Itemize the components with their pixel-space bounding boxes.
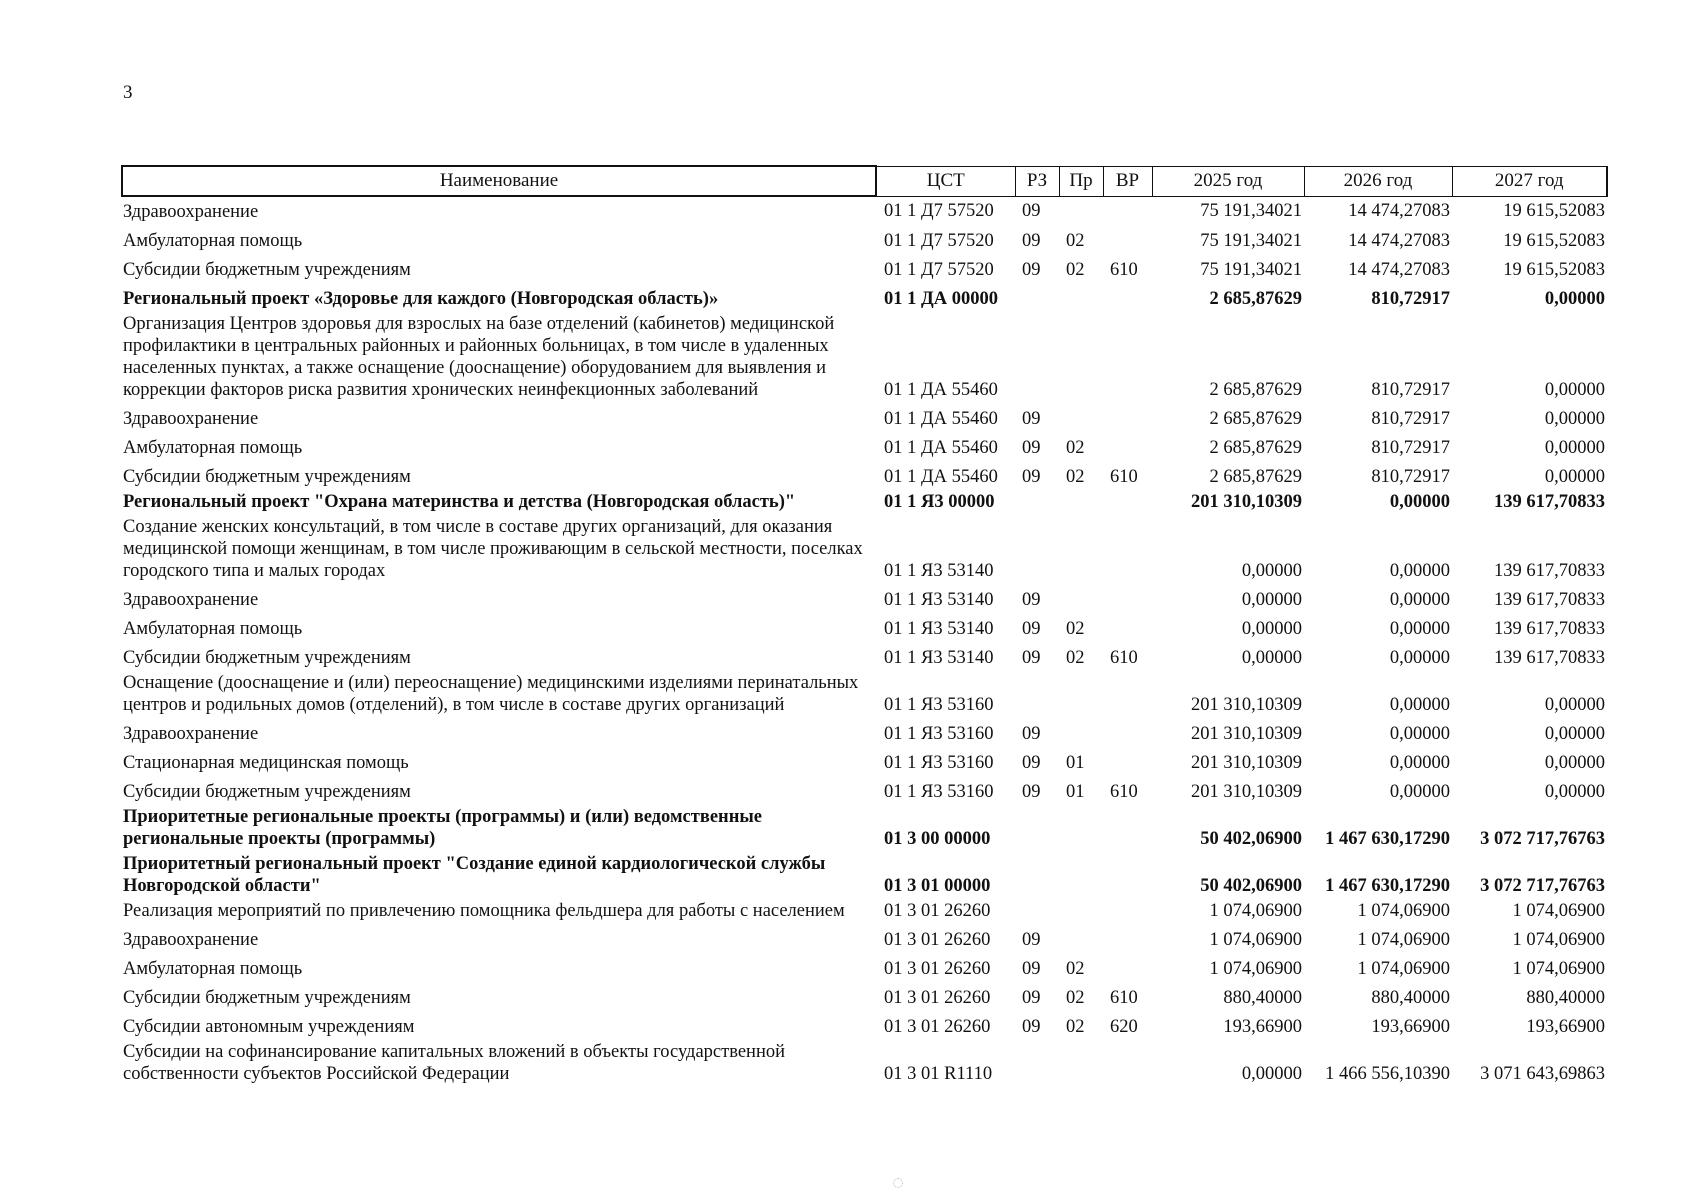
table-row — [122, 284, 1607, 313]
cell-2026: 14 474,27083 — [1348, 201, 1450, 222]
cell-rz — [1015, 1041, 1059, 1088]
cell-vr — [1103, 954, 1152, 983]
cell-2027: 1 074,06900 — [1512, 901, 1605, 921]
cell-pr — [1059, 516, 1103, 585]
cell-pr — [1059, 491, 1103, 516]
cell-cst: 01 3 01 26260 — [884, 929, 991, 950]
cell-2026: 1 467 630,17290 — [1325, 876, 1450, 896]
cell-2026: 1 467 630,17290 — [1325, 829, 1450, 849]
table-row — [122, 853, 1607, 900]
cell-2025: 75 191,34021 — [1200, 201, 1302, 222]
table-row — [122, 404, 1607, 433]
cell-2027: 880,40000 — [1526, 987, 1605, 1008]
cell-2026: 1 074,06900 — [1357, 901, 1450, 921]
table-row — [122, 491, 1607, 516]
header-2025: 2025 год — [1152, 166, 1304, 196]
cell-name: Субсидии бюджетным учреждениям — [123, 987, 411, 1008]
table-row — [122, 196, 1607, 226]
cell-2027: 0,00000 — [1544, 408, 1605, 429]
cell-2025: 2 685,87629 — [1209, 380, 1302, 400]
table-row — [122, 643, 1607, 672]
cell-cst: 01 1 Д7 57520 — [884, 230, 994, 251]
budget-table — [121, 165, 1608, 1088]
cell-rz: 09 — [1022, 987, 1041, 1008]
cell-pr — [1059, 853, 1103, 900]
cell-rz: 09 — [1022, 408, 1041, 429]
cell-2025: 201 310,10309 — [1191, 492, 1302, 512]
cell-pr: 02 — [1066, 1016, 1085, 1037]
cell-cst: 01 3 01 00000 — [884, 876, 991, 896]
cell-2025: 201 310,10309 — [1191, 752, 1302, 773]
cell-2027: 3 071 643,69863 — [1480, 1064, 1605, 1084]
cell-rz: 09 — [1022, 1016, 1041, 1037]
cell-vr — [1103, 719, 1152, 748]
cell-pr — [1059, 585, 1103, 614]
table-row — [122, 983, 1607, 1012]
cell-pr: 02 — [1066, 618, 1085, 639]
cell-vr — [1103, 491, 1152, 516]
cell-2025: 201 310,10309 — [1191, 695, 1302, 715]
cell-name: Субсидии автономным учреждениям — [123, 1016, 415, 1037]
cell-2027: 19 615,52083 — [1503, 201, 1605, 222]
cell-pr — [1059, 1041, 1103, 1088]
cell-cst: 01 3 00 00000 — [884, 829, 991, 849]
cell-2027: 139 617,70833 — [1494, 647, 1605, 668]
cell-2026: 1 466 556,10390 — [1325, 1064, 1450, 1084]
table-row — [122, 900, 1607, 925]
cell-pr — [1059, 900, 1103, 925]
cell-pr: 01 — [1066, 781, 1085, 802]
cell-name: Региональный проект «Здоровье для каждого (Новгородская область)» — [123, 288, 719, 309]
cell-vr: 610 — [1110, 647, 1138, 668]
cell-vr: 610 — [1110, 987, 1138, 1008]
cell-pr — [1059, 925, 1103, 954]
cell-2025: 2 685,87629 — [1209, 288, 1302, 309]
cell-name: Амбулаторная помощь — [123, 230, 303, 251]
cell-2026: 810,72917 — [1371, 466, 1450, 487]
cell-vr: 610 — [1110, 466, 1138, 487]
header-rz: РЗ — [1015, 166, 1059, 196]
cell-pr — [1059, 313, 1103, 404]
cell-vr — [1103, 672, 1152, 719]
cell-vr — [1103, 806, 1152, 853]
cell-rz: 09 — [1022, 230, 1041, 251]
cell-vr: 620 — [1110, 1016, 1138, 1037]
cell-pr — [1059, 404, 1103, 433]
cell-2026: 0,00000 — [1389, 589, 1450, 610]
cell-rz — [1015, 516, 1059, 585]
table-header — [122, 166, 1607, 196]
cell-2027: 19 615,52083 — [1503, 259, 1605, 280]
cell-2026: 0,00000 — [1389, 618, 1450, 639]
cell-pr — [1059, 196, 1103, 226]
cell-2027: 0,00000 — [1544, 723, 1605, 744]
cell-cst: 01 3 01 26260 — [884, 1016, 991, 1037]
cell-2026: 0,00000 — [1389, 647, 1450, 668]
cell-name: Здравоохранение — [123, 408, 259, 429]
table-row — [122, 1012, 1607, 1041]
cell-cst: 01 1 Я3 53140 — [884, 618, 994, 639]
cell-cst: 01 3 01 26260 — [884, 987, 991, 1008]
cell-2026: 14 474,27083 — [1348, 259, 1450, 280]
cell-2026: 0,00000 — [1389, 695, 1450, 715]
cell-cst: 01 3 01 R1110 — [884, 1064, 993, 1084]
table-body — [122, 196, 1607, 1088]
cell-cst: 01 1 Я3 53160 — [884, 723, 994, 744]
cell-name: Субсидии бюджетным учреждениям — [123, 466, 411, 487]
cell-cst: 01 1 ДА 00000 — [884, 288, 998, 309]
cell-vr — [1103, 614, 1152, 643]
cell-vr — [1103, 226, 1152, 255]
cell-2025: 75 191,34021 — [1200, 259, 1302, 280]
cell-cst: 01 1 Я3 53160 — [884, 752, 994, 773]
cell-rz: 09 — [1022, 723, 1041, 744]
cell-rz: 09 — [1022, 929, 1041, 950]
cell-name: Приоритетный региональный проект "Создание единой кардиологической службы Новгородской области" — [123, 854, 826, 896]
cell-rz — [1015, 672, 1059, 719]
cell-name: Региональный проект "Охрана материнства и детства (Новгородская область)" — [123, 492, 796, 512]
cell-2025: 880,40000 — [1223, 987, 1302, 1008]
cell-vr — [1103, 196, 1152, 226]
cell-2027: 0,00000 — [1544, 380, 1605, 400]
cell-cst: 01 1 Я3 00000 — [884, 492, 995, 512]
cell-2026: 0,00000 — [1389, 723, 1450, 744]
cell-2027: 0,00000 — [1544, 466, 1605, 487]
header-2026: 2026 год — [1304, 166, 1452, 196]
cell-vr — [1103, 1041, 1152, 1088]
header-vr: ВР — [1103, 166, 1152, 196]
cell-2026: 810,72917 — [1371, 380, 1450, 400]
table-row — [122, 614, 1607, 643]
cell-vr: 610 — [1110, 781, 1138, 802]
page-number: 3 — [123, 82, 133, 103]
cell-2025: 75 191,34021 — [1200, 230, 1302, 251]
cell-pr — [1059, 284, 1103, 313]
table-row — [122, 462, 1607, 491]
cell-name: Субсидии бюджетным учреждениям — [123, 781, 411, 802]
cell-name: Амбулаторная помощь — [123, 958, 303, 979]
cell-pr — [1059, 806, 1103, 853]
cell-cst: 01 1 ДА 55460 — [884, 380, 998, 400]
cell-pr: 02 — [1066, 466, 1085, 487]
cell-pr: 02 — [1066, 647, 1085, 668]
table-row — [122, 719, 1607, 748]
cell-cst: 01 1 Я3 53140 — [884, 561, 994, 581]
cell-2025: 201 310,10309 — [1191, 781, 1302, 802]
cell-cst: 01 1 ДА 55460 — [884, 437, 998, 458]
cell-2025: 0,00000 — [1241, 561, 1302, 581]
cell-cst: 01 3 01 26260 — [884, 958, 991, 979]
cell-2025: 0,00000 — [1241, 1064, 1302, 1084]
cell-name: Приоритетные региональные проекты (программы) и (или) ведомственные региональные проекты (программы) — [123, 807, 763, 849]
scan-artifact-mark — [893, 1178, 903, 1188]
cell-cst: 01 1 Я3 53160 — [884, 781, 994, 802]
cell-rz: 09 — [1022, 259, 1041, 280]
table-row — [122, 585, 1607, 614]
cell-name: Здравоохранение — [123, 201, 259, 222]
cell-name: Амбулаторная помощь — [123, 618, 303, 639]
table-row — [122, 516, 1607, 585]
cell-cst: 01 1 Я3 53160 — [884, 695, 994, 715]
header-2027: 2027 год — [1452, 166, 1607, 196]
cell-pr: 02 — [1066, 259, 1085, 280]
cell-rz: 09 — [1022, 589, 1041, 610]
cell-rz — [1015, 313, 1059, 404]
cell-2027: 139 617,70833 — [1494, 492, 1605, 512]
cell-rz — [1015, 491, 1059, 516]
cell-rz — [1015, 900, 1059, 925]
cell-name: Здравоохранение — [123, 723, 259, 744]
cell-rz: 09 — [1022, 781, 1041, 802]
cell-vr — [1103, 853, 1152, 900]
cell-vr — [1103, 585, 1152, 614]
cell-rz: 09 — [1022, 752, 1041, 773]
cell-2027: 0,00000 — [1544, 752, 1605, 773]
cell-name: Здравоохранение — [123, 589, 259, 610]
cell-rz: 09 — [1022, 647, 1041, 668]
cell-2027: 139 617,70833 — [1494, 589, 1605, 610]
cell-pr: 01 — [1066, 752, 1085, 773]
cell-cst: 01 1 Я3 53140 — [884, 589, 994, 610]
header-name: Наименование — [122, 166, 876, 196]
cell-vr — [1103, 748, 1152, 777]
cell-2027: 139 617,70833 — [1494, 618, 1605, 639]
cell-name: Здравоохранение — [123, 929, 259, 950]
cell-2026: 810,72917 — [1371, 408, 1450, 429]
cell-pr — [1059, 672, 1103, 719]
cell-vr — [1103, 433, 1152, 462]
cell-2025: 0,00000 — [1241, 618, 1302, 639]
cell-2025: 0,00000 — [1241, 647, 1302, 668]
cell-cst: 01 1 ДА 55460 — [884, 408, 998, 429]
cell-pr: 02 — [1066, 437, 1085, 458]
cell-cst: 01 3 01 26260 — [884, 901, 991, 921]
cell-2026: 810,72917 — [1371, 437, 1450, 458]
cell-2025: 1 074,06900 — [1209, 958, 1302, 979]
table-row — [122, 925, 1607, 954]
cell-vr — [1103, 900, 1152, 925]
cell-2027: 139 617,70833 — [1494, 561, 1605, 581]
table-row — [122, 433, 1607, 462]
cell-name: Реализация мероприятий по привлечению помощника фельдшера для работы с населением — [123, 901, 845, 921]
cell-2027: 1 074,06900 — [1512, 958, 1605, 979]
table-row — [122, 748, 1607, 777]
cell-2025: 2 685,87629 — [1209, 437, 1302, 458]
cell-pr: 02 — [1066, 230, 1085, 251]
table-row — [122, 226, 1607, 255]
cell-name: Оснащение (дооснащение и (или) переоснащение) медицинскими изделиями перинатальных центров и родильных домов (отделений), в том числе в составе других организаций — [123, 673, 859, 715]
cell-2027: 3 072 717,76763 — [1480, 876, 1605, 896]
cell-2025: 193,66900 — [1223, 1016, 1302, 1037]
cell-rz: 09 — [1022, 958, 1041, 979]
table-row — [122, 777, 1607, 806]
cell-2025: 201 310,10309 — [1191, 723, 1302, 744]
cell-name: Субсидии бюджетным учреждениям — [123, 259, 411, 280]
cell-2027: 0,00000 — [1544, 695, 1605, 715]
cell-vr — [1103, 313, 1152, 404]
cell-2026: 0,00000 — [1389, 781, 1450, 802]
table-row — [122, 1041, 1607, 1088]
cell-2026: 1 074,06900 — [1357, 958, 1450, 979]
cell-name: Субсидии бюджетным учреждениям — [123, 647, 411, 668]
cell-2026: 880,40000 — [1371, 987, 1450, 1008]
cell-vr: 610 — [1110, 259, 1138, 280]
cell-2025: 2 685,87629 — [1209, 408, 1302, 429]
cell-cst: 01 1 Д7 57520 — [884, 259, 994, 280]
cell-name: Стационарная медицинская помощь — [123, 752, 409, 773]
cell-pr: 02 — [1066, 987, 1085, 1008]
cell-name: Амбулаторная помощь — [123, 437, 303, 458]
cell-vr — [1103, 925, 1152, 954]
cell-pr — [1059, 719, 1103, 748]
cell-2026: 0,00000 — [1389, 492, 1450, 512]
cell-2027: 0,00000 — [1544, 437, 1605, 458]
cell-2026: 193,66900 — [1371, 1016, 1450, 1037]
cell-rz: 09 — [1022, 618, 1041, 639]
table-row — [122, 255, 1607, 284]
cell-2026: 0,00000 — [1389, 561, 1450, 581]
cell-cst: 01 1 Д7 57520 — [884, 201, 994, 222]
cell-2027: 1 074,06900 — [1512, 929, 1605, 950]
cell-rz: 09 — [1022, 466, 1041, 487]
cell-2025: 1 074,06900 — [1209, 901, 1302, 921]
cell-vr — [1103, 404, 1152, 433]
cell-vr — [1103, 284, 1152, 313]
cell-2027: 0,00000 — [1544, 288, 1605, 309]
cell-2026: 14 474,27083 — [1348, 230, 1450, 251]
cell-vr — [1103, 516, 1152, 585]
table-row — [122, 954, 1607, 983]
cell-2025: 50 402,06900 — [1200, 829, 1302, 849]
cell-2025: 1 074,06900 — [1209, 929, 1302, 950]
cell-2027: 193,66900 — [1526, 1016, 1605, 1037]
cell-2025: 2 685,87629 — [1209, 466, 1302, 487]
cell-name: Организация Центров здоровья для взрослых на базе отделений (кабинетов) медицинской профилактики в центральных районных и районных больницах, в том числе в удаленных населенных пунктах, а также оснащение (дооснащение) оборудованием для выявления и коррекции факторов риска развития хронических неинфекционных заболеваний — [123, 314, 835, 400]
cell-name: Субсидии на софинансирование капитальных вложений в объекты государственной собственности субъектов Российской Федерации — [123, 1042, 785, 1084]
cell-rz — [1015, 853, 1059, 900]
cell-2025: 50 402,06900 — [1200, 876, 1302, 896]
cell-2025: 0,00000 — [1241, 589, 1302, 610]
cell-rz: 09 — [1022, 201, 1041, 222]
cell-rz — [1015, 284, 1059, 313]
cell-pr: 02 — [1066, 958, 1085, 979]
cell-2027: 0,00000 — [1544, 781, 1605, 802]
cell-2026: 0,00000 — [1389, 752, 1450, 773]
table-row — [122, 672, 1607, 719]
cell-2026: 810,72917 — [1371, 288, 1450, 309]
cell-cst: 01 1 ДА 55460 — [884, 466, 998, 487]
header-pr: Пр — [1059, 166, 1103, 196]
cell-name: Создание женских консультаций, в том числе в составе других организаций, для оказания медицинской помощи женщинам, в том числе проживающим в сельской местности, поселках городского типа и малых городах — [123, 517, 863, 581]
table-row — [122, 806, 1607, 853]
cell-rz — [1015, 806, 1059, 853]
cell-rz: 09 — [1022, 437, 1041, 458]
cell-2026: 1 074,06900 — [1357, 929, 1450, 950]
cell-2027: 3 072 717,76763 — [1480, 829, 1605, 849]
table-row — [122, 313, 1607, 404]
cell-cst: 01 1 Я3 53140 — [884, 647, 994, 668]
header-cst: ЦСТ — [876, 166, 1015, 196]
cell-2027: 19 615,52083 — [1503, 230, 1605, 251]
